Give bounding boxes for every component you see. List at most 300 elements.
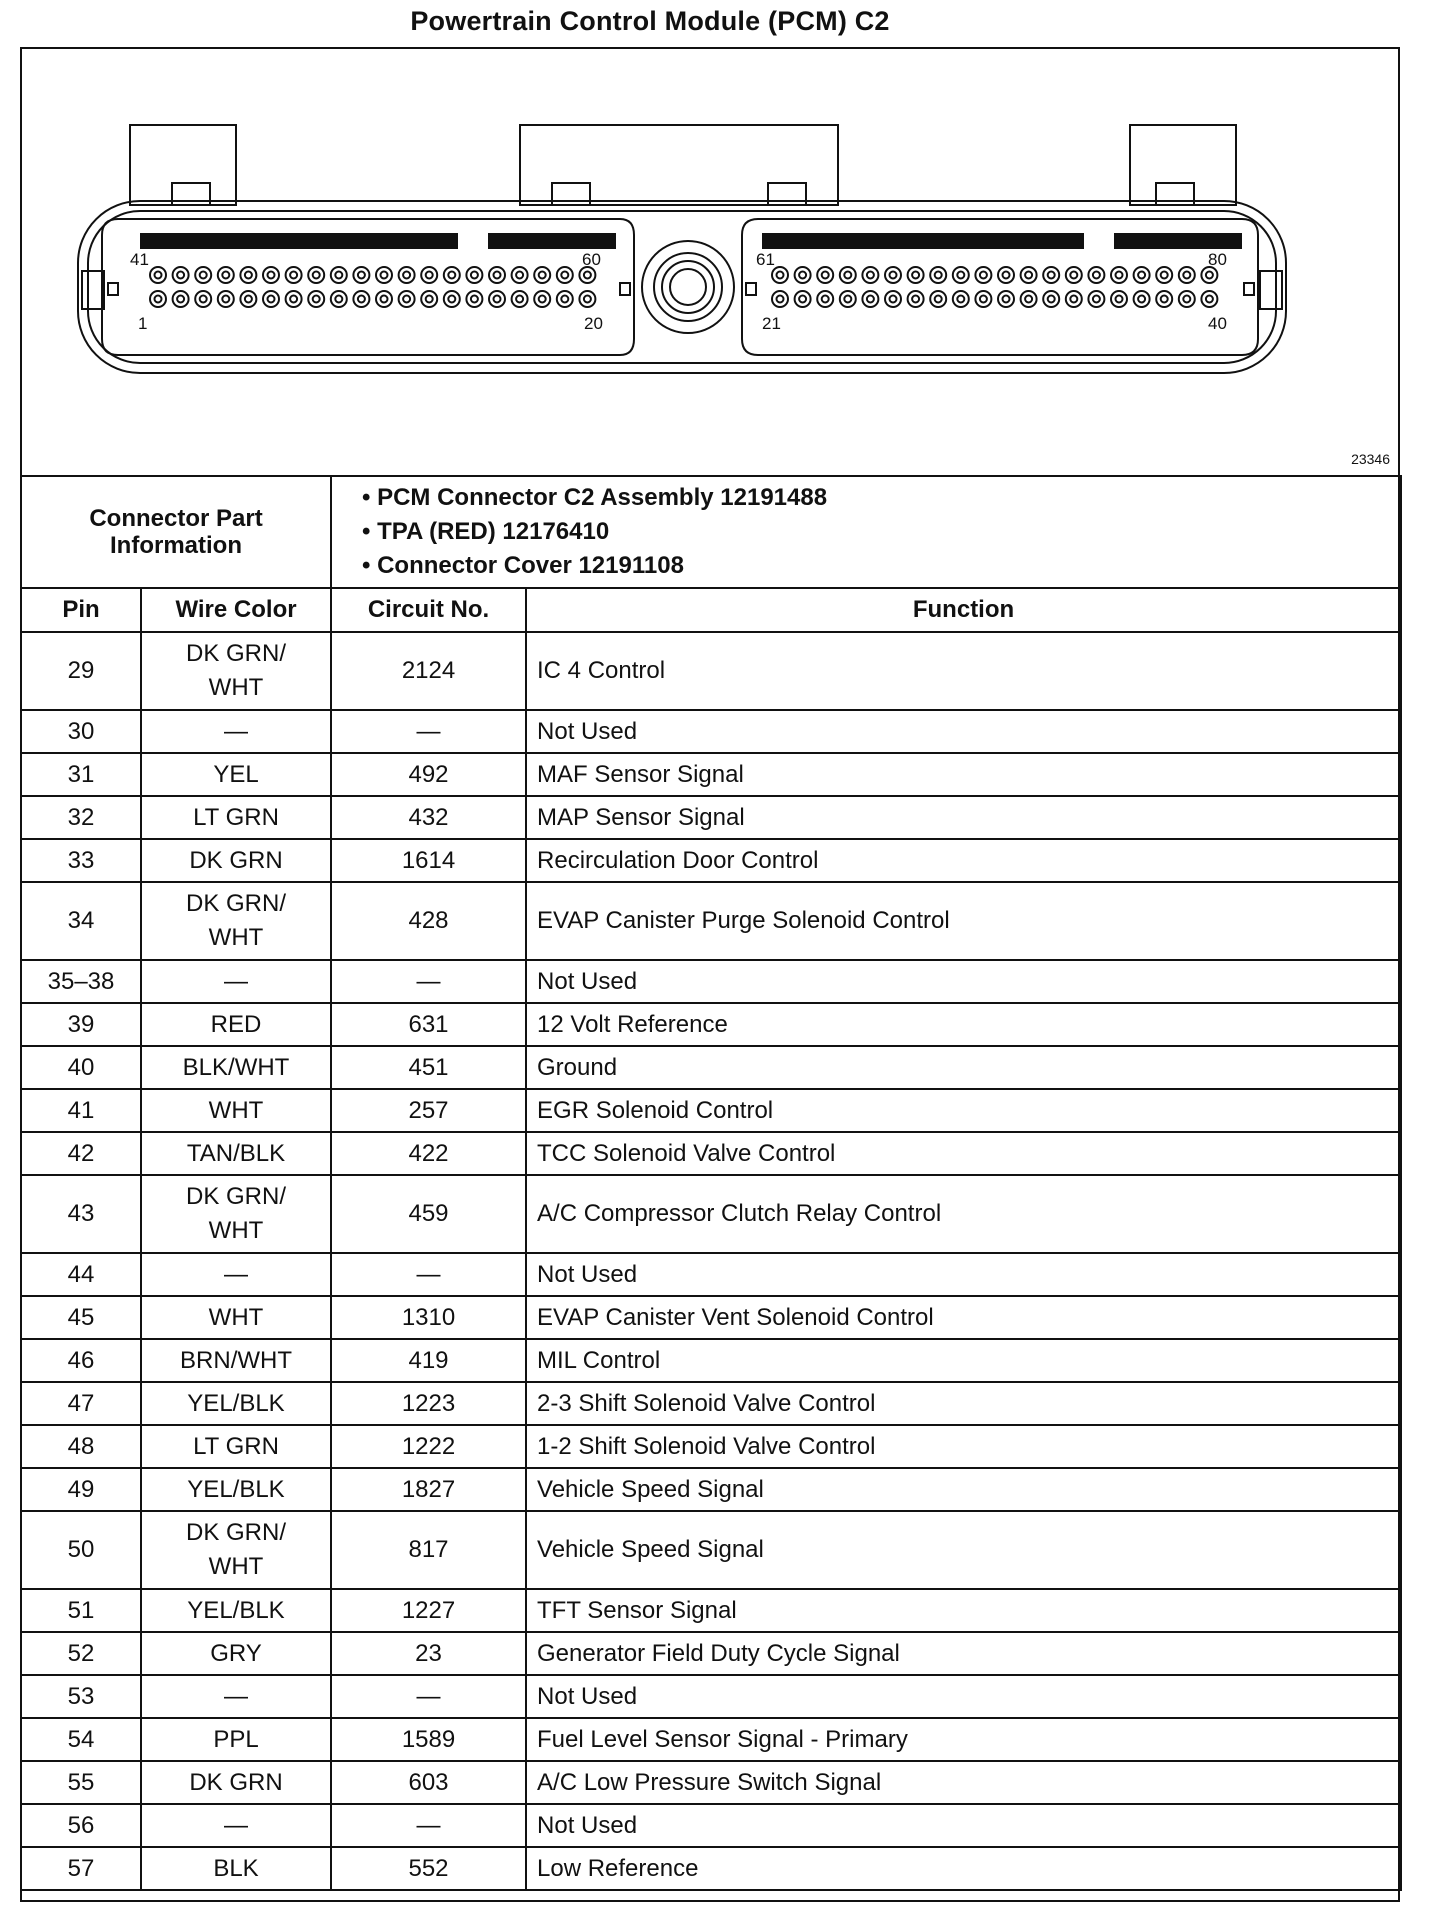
pin-cavity-center bbox=[494, 272, 501, 279]
pin-cavity-center bbox=[1025, 272, 1032, 279]
pin-cavity bbox=[512, 267, 528, 283]
pin-cavity-center bbox=[177, 272, 184, 279]
pin-cavity bbox=[240, 291, 256, 307]
pin-cavity bbox=[353, 267, 369, 283]
pin-cavity bbox=[399, 267, 415, 283]
pin-cavity-center bbox=[1070, 272, 1077, 279]
pin-cavity-center bbox=[539, 296, 546, 303]
pin-cavity-center bbox=[1025, 296, 1032, 303]
pin-cell: 31 bbox=[21, 753, 141, 796]
pin-cavity bbox=[1088, 267, 1104, 283]
table-row bbox=[21, 1089, 1401, 1132]
pin-cavity bbox=[930, 267, 946, 283]
function-cell: A/C Compressor Clutch Relay Control bbox=[526, 1175, 1401, 1253]
table-row bbox=[21, 1132, 1401, 1175]
pin-cavity bbox=[173, 291, 189, 307]
function-cell: MAP Sensor Signal bbox=[526, 796, 1401, 839]
pin-label-80: 80 bbox=[1208, 250, 1227, 269]
pin-cavity-center bbox=[381, 296, 388, 303]
pin-cavity-center bbox=[561, 296, 568, 303]
function-cell: Recirculation Door Control bbox=[526, 839, 1401, 882]
pin-cavity-center bbox=[1161, 272, 1168, 279]
pin-cavity bbox=[286, 291, 302, 307]
pin-cavity bbox=[263, 267, 279, 283]
connector-info-item: • PCM Connector C2 Assembly 12191488 bbox=[370, 481, 1390, 515]
wire-color-cell: — bbox=[141, 710, 331, 753]
pin-cavity bbox=[795, 267, 811, 283]
pin-label-1: 1 bbox=[138, 314, 148, 333]
pin-cavity-center bbox=[155, 272, 162, 279]
pin-cavity-center bbox=[200, 272, 207, 279]
pin-cavity bbox=[489, 267, 505, 283]
pin-cavity-center bbox=[245, 296, 252, 303]
pin-cavity-center bbox=[957, 272, 964, 279]
pin-cavity-center bbox=[980, 296, 987, 303]
pin-cavity bbox=[286, 267, 302, 283]
pin-cavity bbox=[1066, 267, 1082, 283]
pin-cavity-center bbox=[584, 272, 591, 279]
pin-cavity bbox=[1021, 291, 1037, 307]
circuit-cell: 1614 bbox=[331, 839, 526, 882]
function-cell: EVAP Canister Vent Solenoid Control bbox=[526, 1296, 1401, 1339]
pin-cavity-center bbox=[335, 296, 342, 303]
table-row bbox=[21, 1632, 1401, 1675]
pin-cell: 53 bbox=[21, 1675, 141, 1718]
pin-cavity-center bbox=[200, 296, 207, 303]
pin-cell: 56 bbox=[21, 1804, 141, 1847]
pin-cavity bbox=[998, 291, 1014, 307]
pin-cell: 49 bbox=[21, 1468, 141, 1511]
circuit-cell: — bbox=[331, 710, 526, 753]
pin-cavity-center bbox=[1206, 272, 1213, 279]
pin-cell: 33 bbox=[21, 839, 141, 882]
pin-cavity bbox=[1201, 291, 1217, 307]
table-row bbox=[21, 1382, 1401, 1425]
wire-color-cell: LT GRN bbox=[141, 796, 331, 839]
pin-cavity bbox=[579, 291, 595, 307]
pin-cavity bbox=[1111, 267, 1127, 283]
pin-cavity bbox=[421, 291, 437, 307]
pin-cavity-center bbox=[890, 296, 897, 303]
pin-cavity-center bbox=[155, 296, 162, 303]
circuit-cell: 428 bbox=[331, 882, 526, 960]
pin-cavity-center bbox=[1138, 296, 1145, 303]
column-header-function: Function bbox=[526, 588, 1401, 632]
pin-cavity-center bbox=[1183, 272, 1190, 279]
pin-cavity bbox=[150, 291, 166, 307]
pin-cavity bbox=[534, 291, 550, 307]
function-cell: EVAP Canister Purge Solenoid Control bbox=[526, 882, 1401, 960]
wire-color-cell: PPL bbox=[141, 1718, 331, 1761]
circuit-cell: 1310 bbox=[331, 1296, 526, 1339]
table-row bbox=[21, 710, 1401, 753]
pin-cavity bbox=[953, 267, 969, 283]
wire-color-cell: YEL/BLK bbox=[141, 1589, 331, 1632]
function-cell: Generator Field Duty Cycle Signal bbox=[526, 1632, 1401, 1675]
pin-cavity-center bbox=[358, 296, 365, 303]
table-header-row bbox=[21, 588, 1401, 632]
function-cell: Low Reference bbox=[526, 1847, 1401, 1890]
wire-color-cell: BRN/WHT bbox=[141, 1339, 331, 1382]
wire-color-cell: BLK bbox=[141, 1847, 331, 1890]
pin-cavity-center bbox=[268, 272, 275, 279]
pin-cavity-center bbox=[516, 296, 523, 303]
pin-cavity-center bbox=[426, 296, 433, 303]
pin-cavity-center bbox=[471, 296, 478, 303]
connector-info-item: • TPA (RED) 12176410 bbox=[370, 515, 1390, 549]
pin-cell: 30 bbox=[21, 710, 141, 753]
table-row bbox=[21, 1804, 1401, 1847]
pin-cavity bbox=[353, 291, 369, 307]
wire-color-cell: — bbox=[141, 960, 331, 1003]
pin-cavity bbox=[953, 291, 969, 307]
pin-cell: 43 bbox=[21, 1175, 141, 1253]
pin-cavity bbox=[998, 267, 1014, 283]
pin-cavity-center bbox=[1003, 272, 1010, 279]
pin-cavity bbox=[1043, 291, 1059, 307]
pin-cell: 35–38 bbox=[21, 960, 141, 1003]
pin-cavity-center bbox=[912, 296, 919, 303]
circuit-cell: 1222 bbox=[331, 1425, 526, 1468]
pin-cavity bbox=[1201, 267, 1217, 283]
pin-cavity-center bbox=[290, 272, 297, 279]
pin-cavity bbox=[421, 267, 437, 283]
wire-color-cell: DK GRN/ WHT bbox=[141, 1175, 331, 1253]
circuit-cell: 257 bbox=[331, 1089, 526, 1132]
function-cell: 12 Volt Reference bbox=[526, 1003, 1401, 1046]
pin-cavity-center bbox=[1070, 296, 1077, 303]
wire-color-cell: DK GRN bbox=[141, 1761, 331, 1804]
function-cell: Not Used bbox=[526, 710, 1401, 753]
circuit-cell: — bbox=[331, 1253, 526, 1296]
pin-cavity bbox=[376, 291, 392, 307]
pin-cavity bbox=[466, 291, 482, 307]
pin-cavity-center bbox=[448, 272, 455, 279]
function-cell: Fuel Level Sensor Signal - Primary bbox=[526, 1718, 1401, 1761]
pin-cavity-center bbox=[867, 296, 874, 303]
pin-cavity bbox=[195, 291, 211, 307]
circuit-cell: 631 bbox=[331, 1003, 526, 1046]
pin-cavity bbox=[308, 291, 324, 307]
pin-cavity bbox=[908, 267, 924, 283]
pin-cavity bbox=[1134, 291, 1150, 307]
function-cell: Not Used bbox=[526, 1804, 1401, 1847]
function-cell: IC 4 Control bbox=[526, 632, 1401, 710]
pin-cell: 41 bbox=[21, 1089, 141, 1132]
connector-diagram bbox=[22, 49, 1398, 475]
pin-cavity bbox=[772, 267, 788, 283]
table-row bbox=[21, 1675, 1401, 1718]
pin-cavity-center bbox=[335, 272, 342, 279]
pin-label-61: 61 bbox=[756, 250, 775, 269]
pin-cavity-center bbox=[539, 272, 546, 279]
wire-color-cell: — bbox=[141, 1804, 331, 1847]
pin-cavity-center bbox=[494, 296, 501, 303]
circuit-cell: 817 bbox=[331, 1511, 526, 1589]
pin-cell: 48 bbox=[21, 1425, 141, 1468]
pin-cavity-center bbox=[1093, 272, 1100, 279]
pin-cavity bbox=[930, 291, 946, 307]
pin-cell: 46 bbox=[21, 1339, 141, 1382]
column-header-pin: Pin bbox=[21, 588, 141, 632]
pin-cavity-center bbox=[313, 296, 320, 303]
function-cell: TCC Solenoid Valve Control bbox=[526, 1132, 1401, 1175]
pin-cavity-center bbox=[890, 272, 897, 279]
pin-cavity bbox=[885, 267, 901, 283]
pin-cavity bbox=[466, 267, 482, 283]
pin-cavity bbox=[557, 267, 573, 283]
pin-cavity-center bbox=[177, 296, 184, 303]
pin-cavity bbox=[512, 291, 528, 307]
pin-cavity-center bbox=[1003, 296, 1010, 303]
wire-color-cell: — bbox=[141, 1253, 331, 1296]
pin-cavity bbox=[444, 291, 460, 307]
pin-cavity bbox=[579, 267, 595, 283]
pin-cavity bbox=[885, 291, 901, 307]
function-cell: Ground bbox=[526, 1046, 1401, 1089]
table-row bbox=[21, 632, 1401, 710]
pin-cell: 39 bbox=[21, 1003, 141, 1046]
pin-cavity bbox=[195, 267, 211, 283]
table-row bbox=[21, 1425, 1401, 1468]
pin-cell: 44 bbox=[21, 1253, 141, 1296]
pin-cell: 54 bbox=[21, 1718, 141, 1761]
pin-cavity bbox=[840, 291, 856, 307]
pin-cavity-center bbox=[245, 272, 252, 279]
pin-cavity-center bbox=[867, 272, 874, 279]
wire-color-cell: LT GRN bbox=[141, 1425, 331, 1468]
function-cell: Not Used bbox=[526, 1675, 1401, 1718]
pin-cavity-center bbox=[584, 296, 591, 303]
pin-cavity bbox=[817, 291, 833, 307]
figure-number: 23346 bbox=[1351, 451, 1390, 467]
connector-face-drawing bbox=[22, 49, 1398, 475]
wire-color-cell: WHT bbox=[141, 1089, 331, 1132]
function-cell: MAF Sensor Signal bbox=[526, 753, 1401, 796]
pin-cavity-center bbox=[471, 272, 478, 279]
pin-cavity bbox=[975, 291, 991, 307]
pin-cavity bbox=[173, 267, 189, 283]
table-row bbox=[21, 1468, 1401, 1511]
circuit-cell: 451 bbox=[331, 1046, 526, 1089]
table-row bbox=[21, 960, 1401, 1003]
circuit-cell: — bbox=[331, 960, 526, 1003]
circuit-cell: — bbox=[331, 1804, 526, 1847]
pin-label-60: 60 bbox=[582, 250, 601, 269]
circuit-cell: 422 bbox=[331, 1132, 526, 1175]
function-cell: TFT Sensor Signal bbox=[526, 1589, 1401, 1632]
circuit-cell: 1223 bbox=[331, 1382, 526, 1425]
wire-color-cell: GRY bbox=[141, 1632, 331, 1675]
pin-cavity bbox=[308, 267, 324, 283]
function-cell: Vehicle Speed Signal bbox=[526, 1511, 1401, 1589]
pin-cavity bbox=[331, 291, 347, 307]
pin-cavity-center bbox=[1048, 296, 1055, 303]
pin-cell: 51 bbox=[21, 1589, 141, 1632]
function-cell: Vehicle Speed Signal bbox=[526, 1468, 1401, 1511]
wire-color-cell: — bbox=[141, 1675, 331, 1718]
pin-cavity bbox=[975, 267, 991, 283]
pin-cavity bbox=[534, 267, 550, 283]
pin-cavity-center bbox=[381, 272, 388, 279]
circuit-cell: 492 bbox=[331, 753, 526, 796]
pin-cavity bbox=[263, 291, 279, 307]
connector-info-row bbox=[21, 476, 1401, 588]
pin-label-40: 40 bbox=[1208, 314, 1227, 333]
pin-cavity bbox=[1156, 291, 1172, 307]
pin-cell: 29 bbox=[21, 632, 141, 710]
pin-cavity bbox=[1156, 267, 1172, 283]
pin-cavity-center bbox=[799, 296, 806, 303]
pin-cavity-center bbox=[403, 296, 410, 303]
column-header-circuit: Circuit No. bbox=[331, 588, 526, 632]
pin-cavity-center bbox=[777, 272, 784, 279]
table-row bbox=[21, 1175, 1401, 1253]
pin-cavity-center bbox=[957, 296, 964, 303]
pin-cavity-center bbox=[448, 296, 455, 303]
circuit-cell: 23 bbox=[331, 1632, 526, 1675]
pin-cell: 50 bbox=[21, 1511, 141, 1589]
pin-cavity-center bbox=[403, 272, 410, 279]
connector-info-item: • Connector Cover 12191108 bbox=[370, 549, 1390, 583]
pin-cavity bbox=[150, 267, 166, 283]
pin-cavity-center bbox=[1116, 272, 1123, 279]
circuit-cell: 419 bbox=[331, 1339, 526, 1382]
circuit-cell: 1589 bbox=[331, 1718, 526, 1761]
connector-info-list bbox=[331, 476, 1401, 588]
pin-cavity bbox=[1111, 291, 1127, 307]
table-row bbox=[21, 1253, 1401, 1296]
pin-cavity bbox=[1043, 267, 1059, 283]
pin-cavity bbox=[557, 291, 573, 307]
pin-cavity-center bbox=[516, 272, 523, 279]
table-row bbox=[21, 839, 1401, 882]
function-cell: A/C Low Pressure Switch Signal bbox=[526, 1761, 1401, 1804]
pin-cavity-center bbox=[1183, 296, 1190, 303]
pin-cavity-center bbox=[799, 272, 806, 279]
pin-cavity-center bbox=[822, 272, 829, 279]
table-row bbox=[21, 1339, 1401, 1382]
table-row bbox=[21, 1718, 1401, 1761]
circuit-cell: 432 bbox=[331, 796, 526, 839]
table-row bbox=[21, 1296, 1401, 1339]
pin-cell: 55 bbox=[21, 1761, 141, 1804]
table-row bbox=[21, 882, 1401, 960]
pin-cavity bbox=[489, 291, 505, 307]
table-row bbox=[21, 753, 1401, 796]
pin-cavity bbox=[862, 267, 878, 283]
function-cell: 2-3 Shift Solenoid Valve Control bbox=[526, 1382, 1401, 1425]
pin-cavity-center bbox=[844, 296, 851, 303]
pin-label-20: 20 bbox=[584, 314, 603, 333]
pin-cavity-center bbox=[1093, 296, 1100, 303]
pin-cavity-center bbox=[822, 296, 829, 303]
pin-cavity bbox=[444, 267, 460, 283]
pin-cavity bbox=[1179, 291, 1195, 307]
pin-cavity-center bbox=[777, 296, 784, 303]
wire-color-cell: RED bbox=[141, 1003, 331, 1046]
pin-cavity bbox=[240, 267, 256, 283]
pin-cavity-center bbox=[358, 272, 365, 279]
wire-color-cell: DK GRN/ WHT bbox=[141, 632, 331, 710]
function-cell: Not Used bbox=[526, 960, 1401, 1003]
wire-color-cell: YEL/BLK bbox=[141, 1468, 331, 1511]
circuit-cell: 603 bbox=[331, 1761, 526, 1804]
pin-cavity-center bbox=[935, 272, 942, 279]
function-cell: 1-2 Shift Solenoid Valve Control bbox=[526, 1425, 1401, 1468]
circuit-cell: 552 bbox=[331, 1847, 526, 1890]
wire-color-cell: DK GRN/ WHT bbox=[141, 1511, 331, 1589]
pin-cavity bbox=[1179, 267, 1195, 283]
page-title: Powertrain Control Module (PCM) C2 bbox=[410, 6, 890, 36]
pin-cavity bbox=[840, 267, 856, 283]
circuit-cell: 459 bbox=[331, 1175, 526, 1253]
wire-color-cell: DK GRN/ WHT bbox=[141, 882, 331, 960]
pin-cell: 57 bbox=[21, 1847, 141, 1890]
pin-cavity-center bbox=[844, 272, 851, 279]
pin-cavity bbox=[399, 291, 415, 307]
pin-cell: 34 bbox=[21, 882, 141, 960]
pin-cell: 40 bbox=[21, 1046, 141, 1089]
pin-cavity-center bbox=[290, 296, 297, 303]
pin-label-41: 41 bbox=[130, 250, 149, 269]
circuit-cell: 1827 bbox=[331, 1468, 526, 1511]
pin-cavity-center bbox=[561, 272, 568, 279]
pin-cavity-center bbox=[1116, 296, 1123, 303]
pin-cavity-center bbox=[1048, 272, 1055, 279]
table-row bbox=[21, 796, 1401, 839]
pin-cell: 45 bbox=[21, 1296, 141, 1339]
wire-color-cell: TAN/BLK bbox=[141, 1132, 331, 1175]
pin-cavity-center bbox=[935, 296, 942, 303]
function-cell: MIL Control bbox=[526, 1339, 1401, 1382]
pin-cavity-center bbox=[222, 296, 229, 303]
circuit-cell: — bbox=[331, 1675, 526, 1718]
pin-cavity bbox=[218, 291, 234, 307]
circuit-cell: 2124 bbox=[331, 632, 526, 710]
wire-color-cell: YEL bbox=[141, 753, 331, 796]
pin-cavity bbox=[331, 267, 347, 283]
pin-cavity bbox=[1021, 267, 1037, 283]
pin-cavity bbox=[772, 291, 788, 307]
pin-cavity-center bbox=[426, 272, 433, 279]
function-cell: Not Used bbox=[526, 1253, 1401, 1296]
pin-cavity bbox=[908, 291, 924, 307]
pin-label-21: 21 bbox=[762, 314, 781, 333]
pin-cavity-center bbox=[268, 296, 275, 303]
pin-cell: 47 bbox=[21, 1382, 141, 1425]
pin-cavity bbox=[1134, 267, 1150, 283]
pin-cavity bbox=[817, 267, 833, 283]
pin-cavity-center bbox=[313, 272, 320, 279]
pin-cavity-center bbox=[980, 272, 987, 279]
wire-color-cell: YEL/BLK bbox=[141, 1382, 331, 1425]
pin-cavity-center bbox=[1161, 296, 1168, 303]
pin-cavity-center bbox=[1138, 272, 1145, 279]
wire-color-cell: BLK/WHT bbox=[141, 1046, 331, 1089]
table-row bbox=[21, 1511, 1401, 1589]
table-row bbox=[21, 1761, 1401, 1804]
pin-cavity bbox=[862, 291, 878, 307]
pin-cell: 32 bbox=[21, 796, 141, 839]
wire-color-cell: DK GRN bbox=[141, 839, 331, 882]
column-header-wire-color: Wire Color bbox=[141, 588, 331, 632]
table-row bbox=[21, 1046, 1401, 1089]
function-cell: EGR Solenoid Control bbox=[526, 1089, 1401, 1132]
pin-cavity-center bbox=[1206, 296, 1213, 303]
pin-table bbox=[20, 475, 1402, 1891]
table-row bbox=[21, 1003, 1401, 1046]
